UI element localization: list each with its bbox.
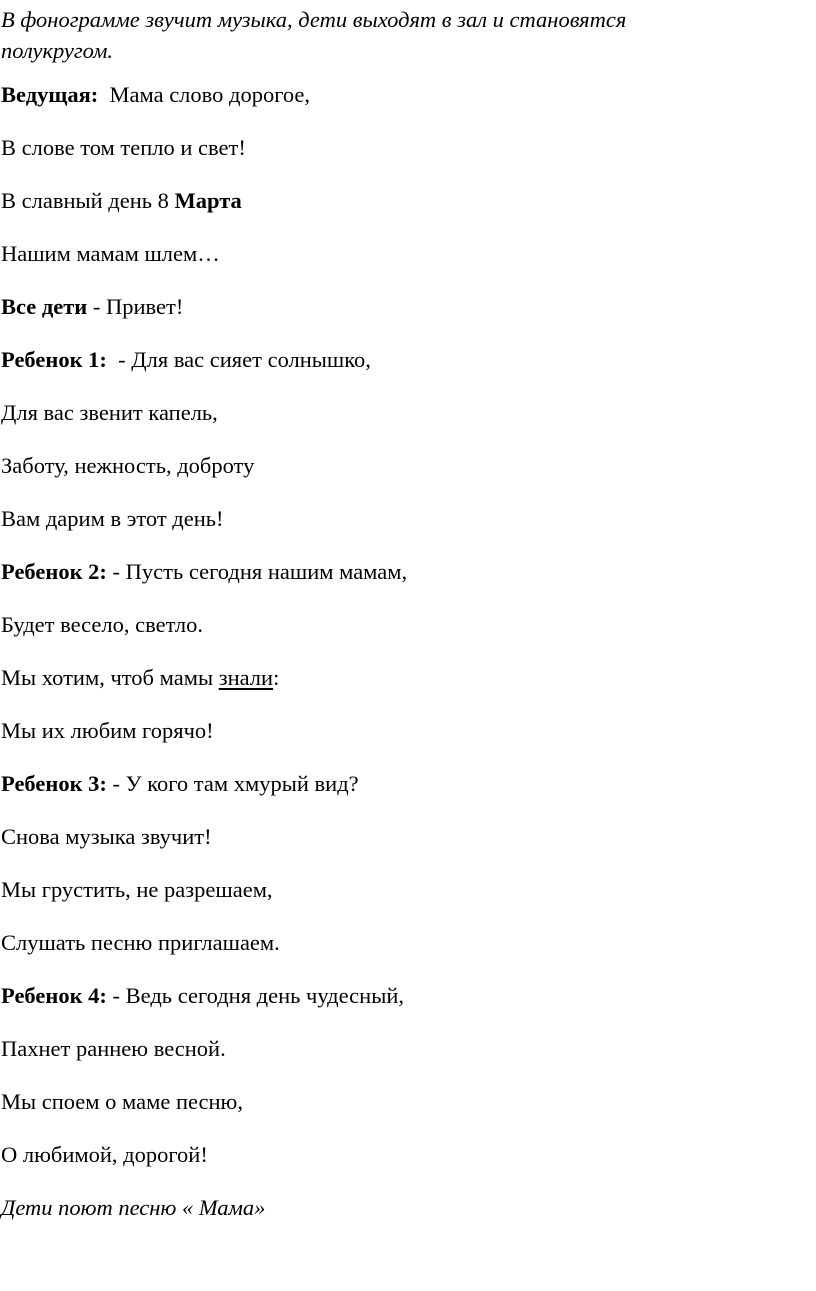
line-text: В слове том тепло и свет! [1,135,246,160]
speaker-label: Все дети [1,294,88,319]
line-punctuation: : [273,665,280,690]
line-text: - Привет! [87,294,184,319]
speaker-label: Ребенок 1: [1,347,107,372]
line-text: - Пусть сегодня нашим мамам, [106,559,408,584]
line-text: Слушать песню приглашаем. [1,930,280,955]
line-text: Мы хотим, чтоб мамы [1,665,219,690]
line [1,243,220,266]
line-text: Для вас звенит капель, [1,400,218,425]
speaker-label: Ребенок 2: [1,559,107,584]
line-child-2 [1,561,407,584]
line-text: Вам дарим в этот день! [1,506,224,531]
line [1,402,218,425]
line-child-1 [1,349,371,372]
speaker-label: Ведущая: [1,82,99,107]
line-text: Мы споем о маме песню, [1,1089,243,1114]
line [1,720,214,743]
line [1,614,203,637]
line [1,137,246,160]
stage-direction-intro: В фонограмме звучит музыка, дети выходят в зал и становятся полукругом. [1,7,627,63]
line [1,879,273,902]
line-text: - Ведь сегодня день чудесный, [106,983,404,1008]
underlined-word: знали [218,665,274,690]
line-bold-word: Марта [174,188,242,213]
line-text: В славный день 8 [1,188,175,213]
line-text: Снова музыка звучит! [1,824,212,849]
line-text: О любимой, дорогой! [1,1142,208,1167]
line-text: Дети поют песню « Мама» [1,1195,266,1220]
line-child-4 [1,985,404,1008]
line-text: Нашим мамам шлем… [1,241,220,266]
line-text: Будет весело, светло. [1,612,203,637]
line [1,508,224,531]
line [1,190,242,213]
line [1,1091,243,1114]
line [1,932,280,955]
line-text: Мама слово дорогое, [98,82,311,107]
line-text: - Для вас сияет солнышко, [106,347,371,372]
line-text: Пахнет раннею весной. [1,1036,226,1061]
line-text: Мы их любим горячо! [1,718,214,743]
line-text: Мы грустить, не разрешаем, [1,877,273,902]
line-text: - У кого там хмурый вид? [106,771,359,796]
line-child-3 [1,773,359,796]
line [1,1038,226,1061]
stage-direction-outro [1,1197,265,1220]
line [1,826,212,849]
line [1,1144,208,1167]
speaker-label: Ребенок 4: [1,983,107,1008]
line-text: Заботу, нежность, доброту [1,453,255,478]
line-all-children [1,296,183,319]
line-host [1,84,310,107]
line [1,455,254,478]
line [1,667,279,690]
speaker-label: Ребенок 3: [1,771,107,796]
